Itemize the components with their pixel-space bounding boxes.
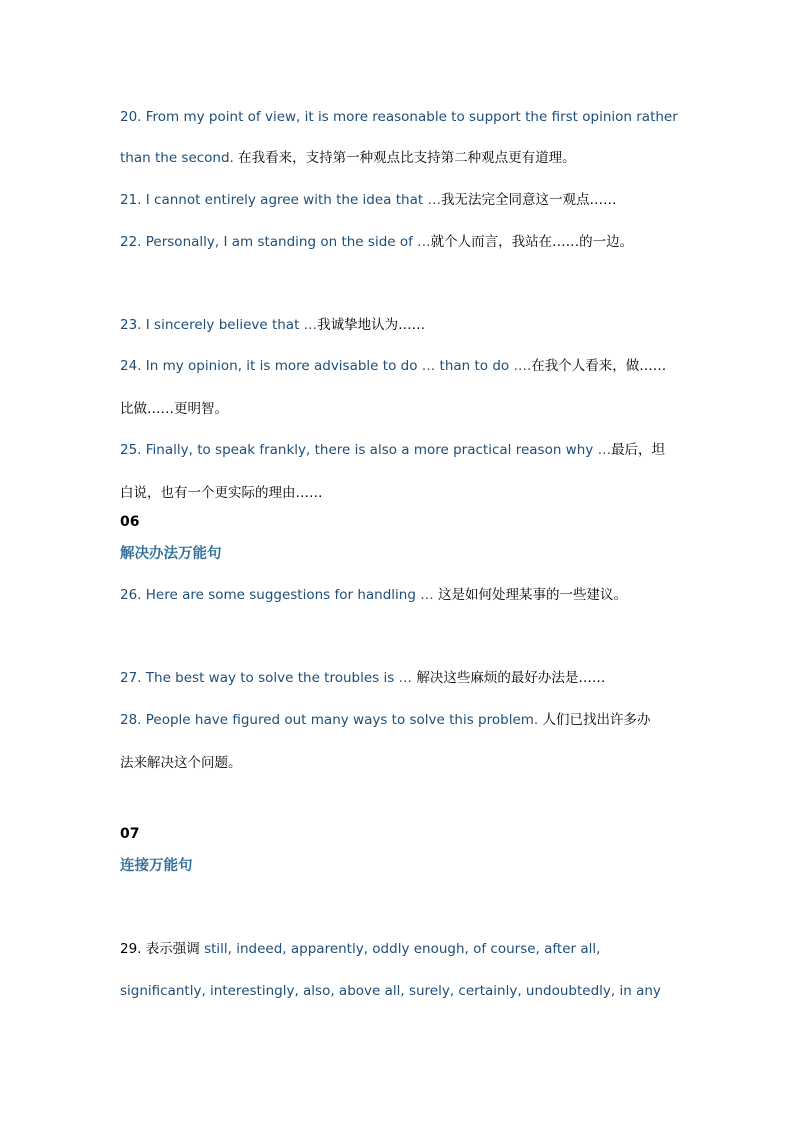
sentence-27-chinese: 解决这些麻烦的最好办法是…… [412,670,606,686]
sentence-23-chinese: 我诚挚地认为…… [317,317,426,333]
sentence-20-english: 20. From my point of view, it is more reasonable to support the first opinion rather [120,109,678,125]
section-06-number: 06 [120,514,140,530]
sentence-21-english: 21. I cannot entirely agree with the idea that … [120,192,441,208]
sentence-24-english: 24. In my opinion, it is more advisable to do … than to do …. [120,358,532,374]
sentence-24-line-1 [120,357,666,375]
sentence-29-english: still, indeed, apparently, oddly enough, of course, after all, [204,941,601,957]
sentence-28-chinese: 人们已找出许多办 [538,712,651,728]
sentence-22 [120,233,633,251]
sentence-20-line-2 [120,149,576,167]
sentence-24-chinese-cont: 比做……更明智。 [120,401,228,417]
sentence-23 [120,316,425,334]
sentence-27 [120,669,605,687]
sentence-21-chinese: 我无法完全同意这一观点…… [440,192,617,208]
sentence-27-english: 27. The best way to solve the troubles is … [120,670,413,686]
sentence-28-english: 28. People have figured out many ways to solve this problem. [120,712,539,728]
sentence-28-chinese-cont: 法来解决这个问题。 [120,755,242,771]
sentence-23-english: 23. I sincerely believe that … [120,317,318,333]
sentence-29-line-2 [120,982,661,1000]
sentence-22-english: 22. Personally, I am standing on the side of … [120,234,431,250]
sentence-22-chinese: 就个人而言，我站在……的一边。 [430,234,634,250]
section-07-title: 连接万能句 [120,858,193,874]
sentence-25-line-1 [120,441,665,459]
sentence-29-number: 29. [120,941,142,957]
sentence-20-chinese: 在我看来，支持第一种观点比支持第二种观点更有道理。 [233,150,576,166]
sentence-21 [120,191,616,209]
sentence-20-english-cont: than the second. [120,150,234,166]
sentence-24-chinese: 在我个人看来，做…… [531,358,667,374]
sentence-25-chinese-cont: 白说，也有一个更实际的理由…… [120,485,323,501]
sentence-20-line-1 [120,108,678,126]
sentence-26 [120,586,627,604]
sentence-25-english: 25. Finally, to speak frankly, there is also a more practical reason why … [120,442,612,458]
sentence-26-chinese: 这是如何处理某事的一些建议。 [433,587,628,603]
sentence-25-chinese: 最后，坦 [611,442,666,458]
sentence-29-line-1 [120,940,600,958]
sentence-26-english: 26. Here are some suggestions for handling … [120,587,434,603]
section-06-title: 解决办法万能句 [120,546,222,562]
sentence-28-line-1 [120,711,651,729]
sentence-25-line-2 [120,484,323,502]
sentence-29-english-cont: significantly, interestingly, also, above all, surely, certainly, undoubtedly, in any [120,983,661,999]
section-07-number: 07 [120,826,140,842]
sentence-29-chinese: 表示强调 [141,941,205,957]
sentence-24-line-2 [120,400,228,418]
sentence-28-line-2 [120,754,242,772]
